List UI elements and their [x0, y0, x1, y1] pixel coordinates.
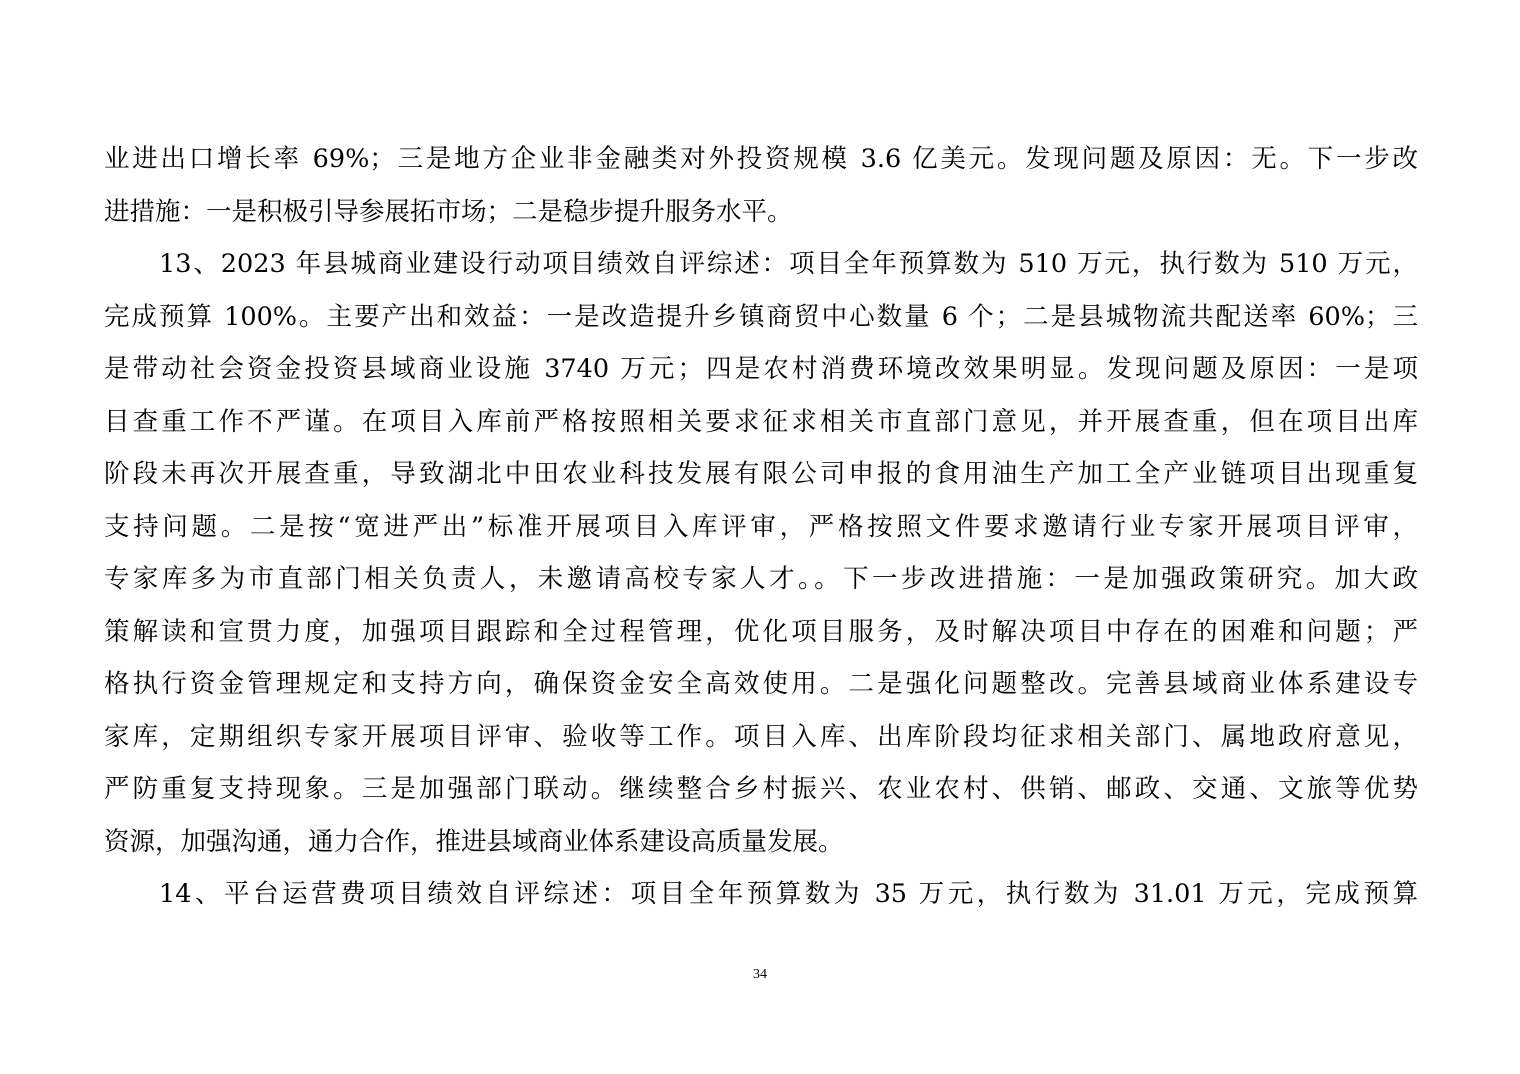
body-text	[104, 137, 1418, 925]
text-line: 进措施：一是积极引导参展拓市场；二是稳步提升服务水平。	[104, 196, 793, 227]
text-line: 是带动社会资金投资县域商业设施 3740 万元；四是农村消费环境改效果明显。发现问题及原因：一是项	[104, 354, 1418, 384]
paragraph-14-heading-line: 14、平台运营费项目绩效自评综述：项目全年预算数为 35 万元，执行数为 31.01 万元，完成预算	[159, 879, 1418, 909]
text-line: 格执行资金管理规定和支持方向，确保资金安全高效使用。二是强化问题整改。完善县域商业体系建设专	[104, 669, 1418, 699]
text-line: 阶段未再次开展查重，导致湖北中田农业科技发展有限公司申报的食用油生产加工全产业链项目出现重复	[104, 459, 1418, 489]
text-line: 专家库多为市直部门相关负责人，未邀请高校专家人才。。下一步改进措施：一是加强政策研究。加大政	[104, 564, 1418, 594]
text-line: 策解读和宣贯力度，加强项目跟踪和全过程管理，优化项目服务，及时解决项目中存在的困难和问题；严	[104, 616, 1418, 647]
text-line: 严防重复支持现象。三是加强部门联动。继续整合乡村振兴、农业农村、供销、邮政、交通、文旅等优势	[104, 774, 1418, 804]
text-line: 完成预算 100%。主要产出和效益：一是改造提升乡镇商贸中心数量 6 个；二是县城物流共配送率 60%；三	[104, 301, 1418, 332]
text-line: 支持问题。二是按“宽进严出”标准开展项目入库评审，严格按照文件要求邀请行业专家开展项目评审，	[104, 511, 1418, 542]
text-line: 家库，定期组织专家开展项目评审、验收等工作。项目入库、出库阶段均征求相关部门、属地政府意见，	[104, 721, 1418, 752]
paragraph-13-heading-line: 13、2023 年县城商业建设行动项目绩效自评综述：项目全年预算数为 510 万元，执行数为 510 万元，	[159, 249, 1418, 279]
text-line: 业进出口增长率 69%；三是地方企业非金融类对外投资规模 3.6 亿美元。发现问题及原因：无。下一步改	[104, 144, 1418, 174]
page-number: 34	[753, 967, 767, 982]
text-line: 目查重工作不严谨。在项目入库前严格按照相关要求征求相关市直部门意见，并开展查重，但在项目出库	[104, 406, 1418, 437]
text-line: 资源，加强沟通，通力合作，推进县域商业体系建设高质量发展。	[104, 826, 844, 857]
